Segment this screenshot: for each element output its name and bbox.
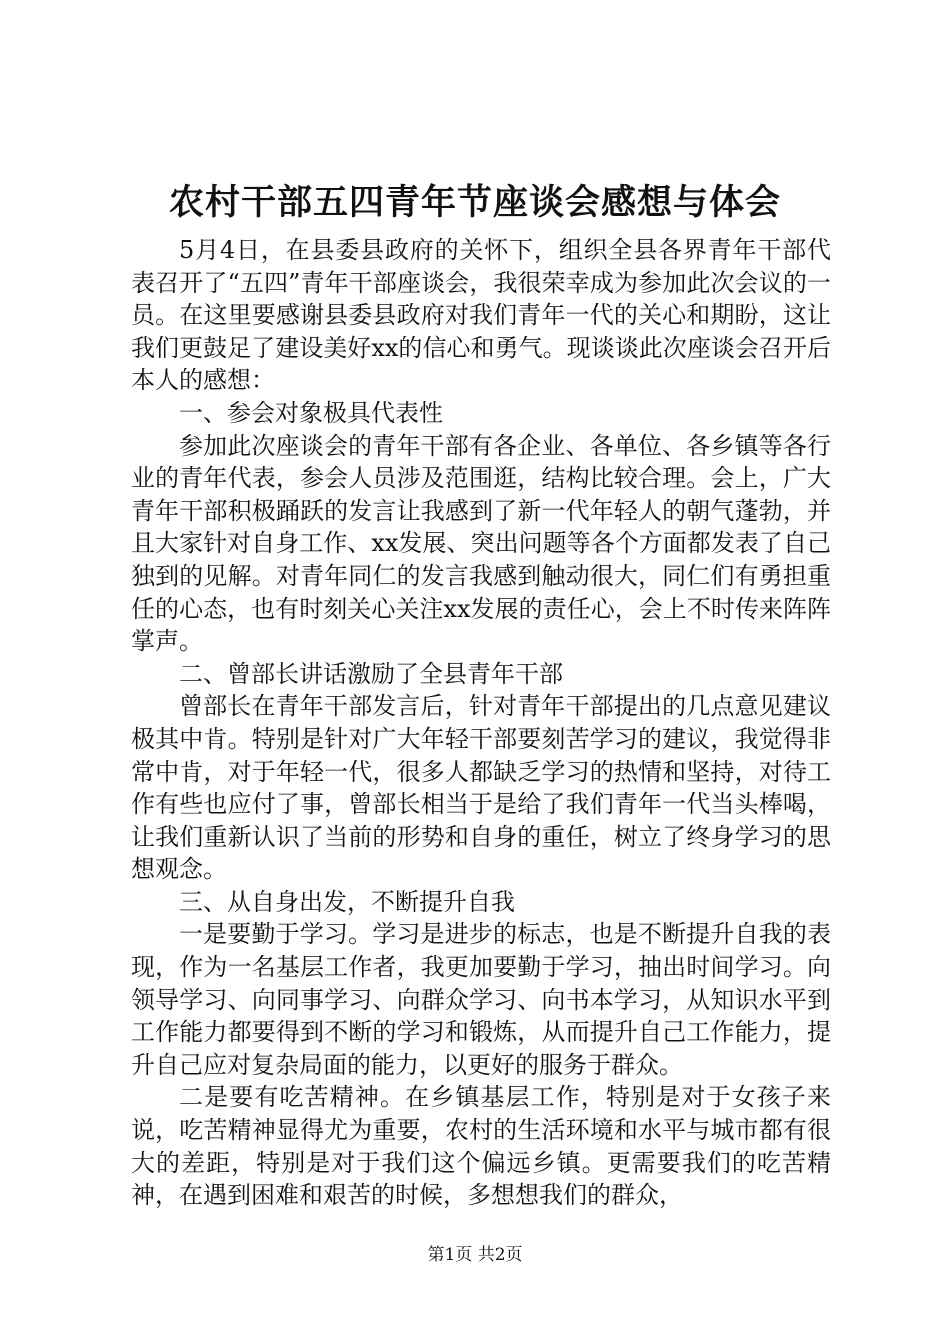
paragraph-section-2: 曾部长在青年干部发言后，针对青年干部提出的几点意见建议极其中肯。特别是针对广大年轻干部要刻苦学习的建议，我觉得非常中肯，对于年轻一代，很多人都缺乏学习的热情和坚持，对待工作有些也应付了事，曾部长相当于是给了我们青年一代当头棒喝，让我们重新认识了当前的形势和自身的重任，树立了终身学习的思想观念。 xyxy=(131,692,831,884)
paragraph-study: 一是要勤于学习。学习是进步的标志，也是不断提升自我的表现，作为一名基层工作者，我更加要勤于学习，抽出时间学习。向领导学习、向同事学习、向群众学习、向书本学习，从知识水平到工作能力都要得到不断的学习和锻炼，从而提升自己工作能力，提升自己应对复杂局面的能力，以更好的服务于群众。 xyxy=(131,920,831,1079)
page-title: 农村干部五四青年节座谈会感想与体会 xyxy=(168,182,781,223)
page-number: 第1页 共2页 xyxy=(427,1245,523,1265)
paragraph-hardship: 二是要有吃苦精神。在乡镇基层工作，特别是对于女孩子来说，吃苦精神显得尤为重要，农村的生活环境和水平与城市都有很大的差距，特别是对于我们这个偏远乡镇。更需要我们的吃苦精神，在遇到困难和艰苦的时候，多想想我们的群众， xyxy=(131,1083,831,1210)
section-heading-2: 二、曾部长讲话激励了全县青年干部 xyxy=(179,659,563,688)
document-body xyxy=(131,234,831,1212)
paragraph-intro: 5月4日，在县委县政府的关怀下，组织全县各界青年干部代表召开了“五四”青年干部座谈会，我很荣幸成为参加此次会议的一员。在这里要感谢县委县政府对我们青年一代的关心和期盼，这让我们更鼓足了建设美好xx的信心和勇气。现谈谈此次座谈会召开后本人的感想： xyxy=(131,236,831,395)
section-heading-1: 一、参会对象极具代表性 xyxy=(179,398,443,427)
paragraph-section-1: 参加此次座谈会的青年干部有各企业、各单位、各乡镇等各行业的青年代表，参会人员涉及范围逛，结构比较合理。会上，广大青年干部积极踊跃的发言让我感到了新一代年轻人的朝气蓬勃，并且大家针对自身工作、xx发展、突出问题等各个方面都发表了自己独到的见解。对青年同仁的发言我感到触动很大，同仁们有勇担重任的心态，也有时刻关心关注xx发展的责任心，会上不时传来阵阵掌声。 xyxy=(131,431,831,656)
section-heading-3: 三、从自身出发，不断提升自我 xyxy=(179,887,515,916)
